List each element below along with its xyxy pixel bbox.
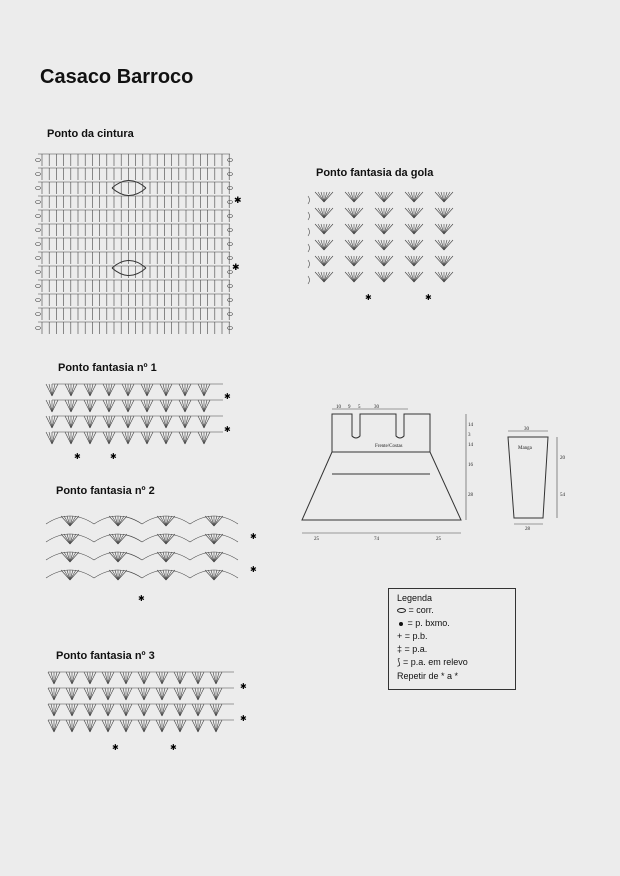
measure-top-3: 30 bbox=[374, 405, 379, 410]
svg-text:✱: ✱ bbox=[110, 452, 117, 461]
svg-text:✱: ✱ bbox=[224, 392, 231, 401]
measure-bottom-0: 25 bbox=[314, 537, 319, 542]
chart-fantasia-1 bbox=[44, 380, 244, 460]
double-crochet-icon: ‡ bbox=[397, 644, 403, 654]
section-title-fantasia-2: Ponto fantasia nº 2 bbox=[56, 485, 155, 497]
legend-item-pb: = p.b. bbox=[404, 631, 428, 641]
legend-item-relevo: = p.a. em relevo bbox=[403, 657, 468, 667]
section-title-fantasia-3: Ponto fantasia nº 3 bbox=[56, 650, 155, 662]
measure-bottom-2: 25 bbox=[436, 537, 441, 542]
legend-repeat: Repetir de * a * bbox=[397, 671, 459, 681]
svg-text:✱: ✱ bbox=[425, 293, 432, 302]
measure-side-2: 14 bbox=[468, 443, 473, 448]
svg-text:✱: ✱ bbox=[240, 682, 247, 691]
svg-text:✱: ✱ bbox=[170, 743, 177, 752]
chart-fantasia-3 bbox=[44, 668, 254, 752]
measure-side-0: 14 bbox=[468, 423, 473, 428]
measure-top-1: 9 bbox=[348, 405, 351, 410]
schematic-body bbox=[298, 400, 478, 545]
chain-icon bbox=[397, 608, 406, 613]
sleeve-top: 30 bbox=[524, 427, 529, 432]
svg-text:✱: ✱ bbox=[138, 594, 145, 603]
svg-text:✱: ✱ bbox=[250, 532, 257, 541]
chart-cintura bbox=[34, 148, 244, 338]
svg-text:✱: ✱ bbox=[234, 195, 242, 205]
measure-side-3: 16 bbox=[468, 463, 473, 468]
svg-text:✱: ✱ bbox=[74, 452, 81, 461]
svg-text:✱: ✱ bbox=[365, 293, 372, 302]
legend-item-pa: = p.a. bbox=[404, 644, 428, 654]
section-title-cintura: Ponto da cintura bbox=[47, 128, 134, 140]
chart-gola bbox=[304, 182, 464, 302]
svg-text:✱: ✱ bbox=[224, 425, 231, 434]
svg-text:✱: ✱ bbox=[250, 565, 257, 574]
svg-text:✱: ✱ bbox=[232, 262, 240, 272]
svg-text:✱: ✱ bbox=[240, 714, 247, 723]
section-title-fantasia-1: Ponto fantasia nº 1 bbox=[58, 362, 157, 374]
sleeve-label: Manga bbox=[518, 446, 532, 451]
measure-side-4: 28 bbox=[468, 493, 473, 498]
measure-bottom-1: 74 bbox=[374, 537, 379, 542]
section-title-gola: Ponto fantasia da gola bbox=[316, 167, 434, 179]
legend-item-bxmo: = p. bxmo. bbox=[407, 618, 450, 628]
measure-side-1: 3 bbox=[468, 433, 471, 438]
sleeve-side-1: 54 bbox=[560, 493, 565, 498]
svg-text:✱: ✱ bbox=[112, 743, 119, 752]
measure-top-0: 10 bbox=[336, 405, 341, 410]
body-label: Frente/Costas bbox=[375, 444, 403, 449]
sleeve-side-0: 20 bbox=[560, 456, 565, 461]
single-crochet-icon: + bbox=[397, 631, 403, 641]
post-stitch-icon: ⟆ bbox=[397, 657, 401, 667]
slip-stitch-icon bbox=[399, 622, 403, 626]
chart-fantasia-2 bbox=[42, 502, 262, 602]
legend-title: Legenda bbox=[397, 593, 433, 603]
legend-item-corr: = corr. bbox=[408, 605, 434, 615]
measure-top-2: 5 bbox=[358, 405, 361, 410]
sleeve-bottom: 28 bbox=[525, 527, 530, 532]
schematic-sleeve bbox=[505, 425, 575, 535]
legend-box bbox=[388, 588, 516, 690]
page-title: Casaco Barroco bbox=[40, 66, 194, 88]
